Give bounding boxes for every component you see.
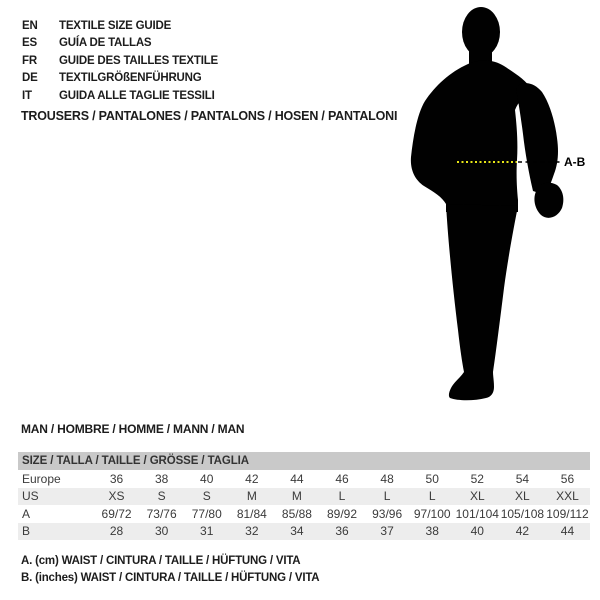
size-value-cell: 77/80 <box>191 506 222 521</box>
size-value-cell: 40 <box>470 524 484 539</box>
language-row <box>22 52 218 70</box>
size-value-cell: XL <box>469 489 485 504</box>
size-value-cell: 42 <box>245 471 259 486</box>
silhouette-hand <box>534 183 563 218</box>
size-value-cell: 37 <box>380 524 394 539</box>
size-value-cell: XL <box>515 489 530 504</box>
size-value-cell: 109/112 <box>546 506 589 521</box>
table-row <box>18 488 590 506</box>
footnote-a: A. (cm) WAIST / CINTURA / TAILLE / HÜFTUNG / VITA <box>21 555 301 567</box>
size-value-cell: 32 <box>245 524 259 539</box>
size-value-cell: 105/108 <box>500 506 545 521</box>
size-value-cell: 36 <box>335 524 349 539</box>
man-silhouette-figure <box>390 0 600 420</box>
size-value-cell: M <box>291 489 302 504</box>
table-row <box>18 470 590 488</box>
language-title: TEXTILGRÖßENFÜHRUNG <box>59 72 202 85</box>
size-value-cell: 48 <box>380 471 394 486</box>
silhouette-torso <box>411 60 532 212</box>
language-title: GUIDE DES TAILLES TEXTILE <box>59 54 218 67</box>
language-code: IT <box>22 89 32 102</box>
footnote-b: B. (inches) WAIST / CINTURA / TAILLE / HÜFTUNG / VITA <box>21 572 320 584</box>
size-value-cell: 93/96 <box>372 506 403 521</box>
size-value-cell: 44 <box>560 524 575 539</box>
language-row <box>22 70 218 88</box>
size-value-cell: L <box>428 489 436 504</box>
size-value-cell: XS <box>108 489 125 504</box>
size-value-cell: 38 <box>425 524 439 539</box>
size-value-cell: 31 <box>200 524 214 539</box>
size-table-rows <box>18 470 590 540</box>
row-label: B <box>22 524 31 539</box>
language-code: EN <box>22 19 38 32</box>
silhouette-right-arm <box>516 83 558 195</box>
language-title: GUIDA ALLE TAGLIE TESSILI <box>59 89 215 102</box>
table-row <box>18 505 590 523</box>
size-value-cell: 38 <box>154 471 169 486</box>
silhouette-legs <box>446 204 518 400</box>
size-value-cell: 56 <box>560 471 575 486</box>
language-title: GUÍA DE TALLAS <box>59 37 152 50</box>
size-value-cell: 73/76 <box>146 506 177 521</box>
size-value-cell: 54 <box>515 471 530 486</box>
language-code: ES <box>22 37 37 50</box>
size-value-cell: 52 <box>470 471 484 486</box>
row-label: A <box>22 506 31 521</box>
footnotes <box>21 553 319 587</box>
size-value-cell: 44 <box>290 471 304 486</box>
language-row <box>22 35 218 53</box>
measure-label-a-b: A-B <box>564 155 586 169</box>
size-value-cell: 81/84 <box>236 506 267 521</box>
size-value-cell: S <box>157 489 166 504</box>
size-value-cell: 101/104 <box>455 506 499 521</box>
size-value-cell: 89/92 <box>327 506 358 521</box>
size-value-cell: 34 <box>290 524 304 539</box>
gender-title: MAN / HOMBRE / HOMME / MANN / MAN <box>21 422 245 436</box>
language-row <box>22 87 218 105</box>
language-title: TEXTILE SIZE GUIDE <box>59 19 172 32</box>
size-value-cell: S <box>202 489 211 504</box>
language-row <box>22 17 218 35</box>
figure-area <box>390 0 600 420</box>
row-label: US <box>22 489 39 504</box>
size-value-cell: XXL <box>556 489 579 504</box>
size-value-cell: 97/100 <box>413 506 451 521</box>
size-table <box>18 452 590 540</box>
size-value-cell: L <box>383 489 391 504</box>
language-list <box>22 17 218 105</box>
language-code: DE <box>22 72 38 85</box>
language-code: FR <box>22 54 37 67</box>
size-value-cell: 30 <box>154 524 169 539</box>
size-value-cell: M <box>246 489 257 504</box>
size-value-cell: L <box>338 489 346 504</box>
size-value-cell: 40 <box>200 471 214 486</box>
size-value-cell: 69/72 <box>101 506 132 521</box>
category-title: TROUSERS / PANTALONES / PANTALONS / HOSEN / PANTALONI <box>21 109 398 123</box>
size-value-cell: 36 <box>109 471 124 486</box>
size-value-cell: 28 <box>109 524 124 539</box>
size-value-cell: 46 <box>335 471 349 486</box>
size-value-cell: 50 <box>425 471 439 486</box>
size-value-cell: 85/88 <box>281 506 312 521</box>
row-label: Europe <box>22 471 61 486</box>
size-value-cell: 42 <box>515 524 530 539</box>
table-row <box>18 523 590 541</box>
size-table-header: SIZE / TALLA / TAILLE / GRÖSSE / TAGLIA <box>18 452 590 470</box>
